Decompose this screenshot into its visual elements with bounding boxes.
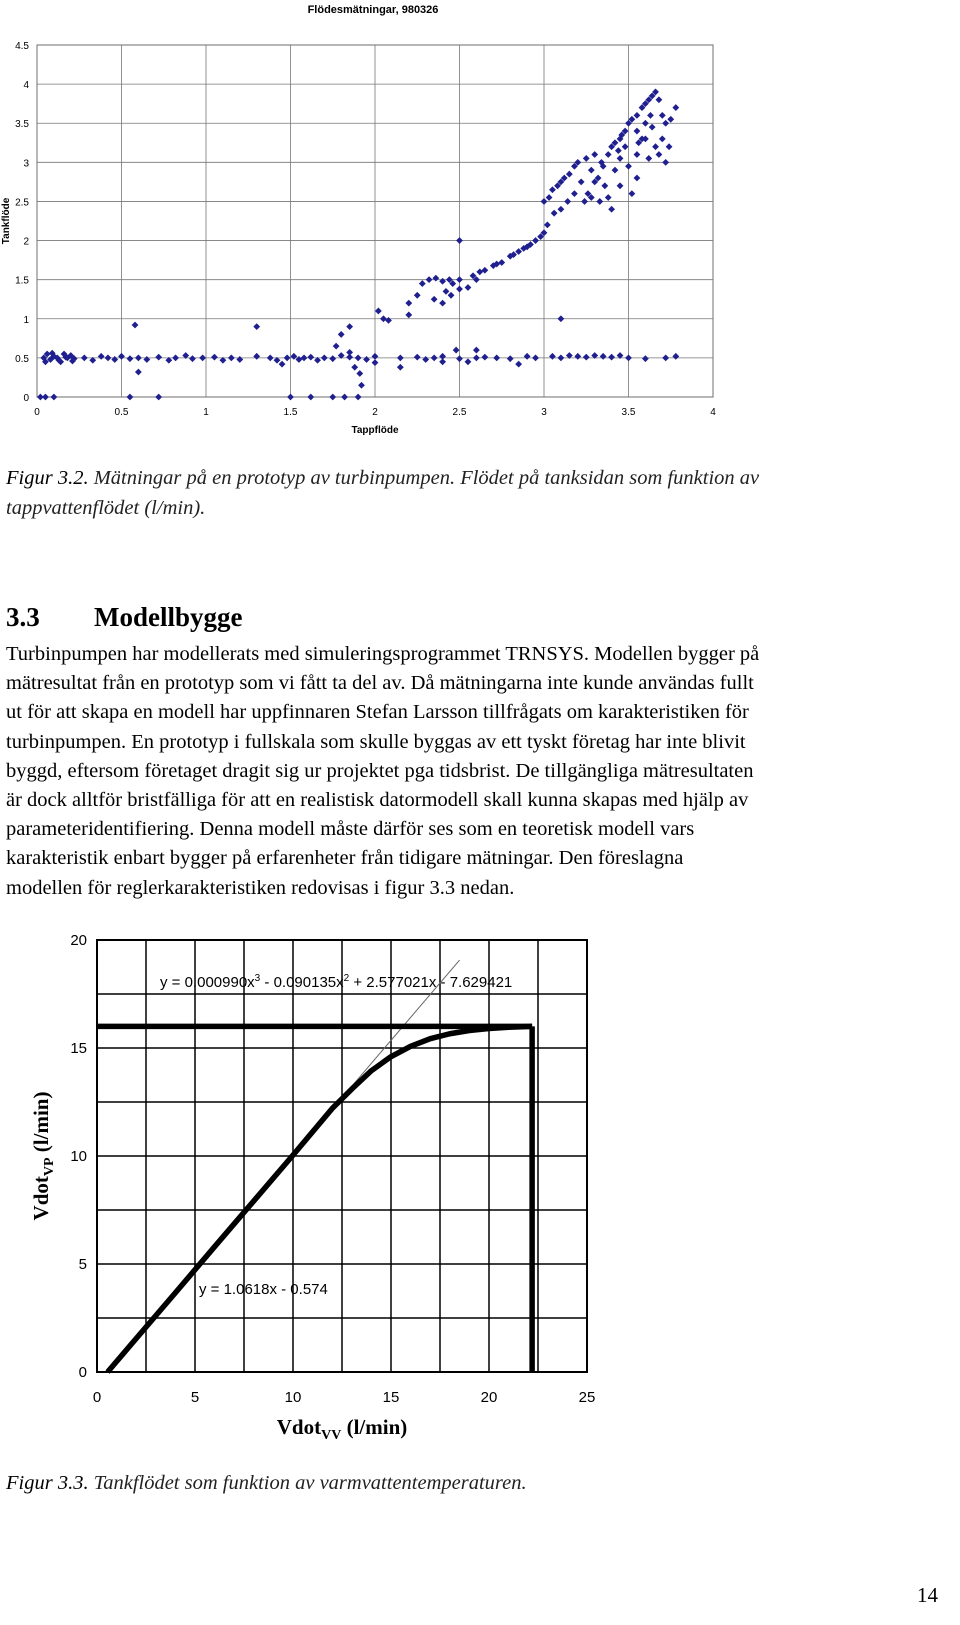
chart1-data-point (111, 356, 118, 363)
chart1-data-point (284, 354, 291, 361)
chart1-data-point (608, 206, 615, 213)
chart1-data-point (456, 276, 463, 283)
chart1-data-point (507, 355, 514, 362)
chart1-data-point (571, 190, 578, 197)
chart1-y-tick-label: 1.5 (15, 275, 29, 287)
chart1-data-point (363, 356, 370, 363)
chart2-y-tick-label: 10 (70, 1148, 87, 1165)
figure-3-2-caption (6, 463, 759, 523)
chart1-data-point (98, 353, 105, 360)
chart1-data-point (628, 190, 635, 197)
chart1-grid (37, 45, 713, 397)
chart1-data-point (456, 237, 463, 244)
chart1-data-point (515, 361, 522, 368)
chart1-data-point (228, 354, 235, 361)
chart1-data-point (583, 155, 590, 162)
chart1-data-point (307, 394, 314, 401)
chart1-data-point (541, 198, 548, 205)
chart2-x-tick-label: 25 (578, 1389, 596, 1406)
chart1-data-point (397, 364, 404, 371)
chart1-data-point (426, 276, 433, 283)
scatter-chart (0, 0, 740, 450)
chart2-x-tick-label: 20 (480, 1389, 498, 1406)
chart2-y-tick-label: 20 (70, 932, 87, 949)
chart1-data-point (346, 323, 353, 330)
chart1-data-point (211, 354, 218, 361)
chart1-data-point (551, 210, 558, 217)
chart1-data-point (652, 143, 659, 150)
chart1-title: Flödesmätningar, 980326 (307, 4, 439, 16)
chart1-data-point (617, 182, 624, 189)
chart1-data-point (532, 354, 539, 361)
chart1-data-point (448, 292, 455, 299)
chart2-y-tick-label: 15 (70, 1040, 87, 1057)
caption-text: Tankflödet som funktion av varmvattentemperaturen. (88, 1472, 527, 1494)
chart1-data-point (622, 143, 629, 150)
chart1-data-point (515, 248, 522, 255)
chart1-data-point (453, 347, 460, 354)
section-heading (6, 602, 243, 633)
chart1-data-point (375, 308, 382, 315)
chart1-data-point (647, 112, 654, 119)
chart1-y-ticks (15, 41, 29, 404)
chart1-data-point (135, 354, 142, 361)
chart1-data-point (127, 355, 134, 362)
chart1-data-point (532, 237, 539, 244)
chart1-data-point (645, 155, 652, 162)
chart1-data-point (296, 356, 303, 363)
body-line: är dock alltför bristfälliga för att en realistisk datormodell skall kunna skapas med hjälp av (6, 789, 749, 812)
chart1-data-point (546, 194, 553, 201)
chart1-data-point (199, 354, 206, 361)
body-line: ut för att skapa en modell har uppfinnaren Stefan Larsson tillfrågats om karakteristiken för (6, 701, 749, 724)
chart1-data-point (615, 147, 622, 154)
chart1-x-tick-label: 0 (34, 407, 40, 418)
chart1-data-point (642, 120, 649, 127)
chart1-data-point (253, 353, 260, 360)
chart1-x-tick-label: 2.5 (452, 407, 467, 418)
body-line: byggd, eftersom företaget dragit sig ur projektet pga tidsbrist. De tillgängliga mätresultaten (6, 759, 754, 782)
chart1-data-point (405, 300, 412, 307)
chart1-data-point (105, 354, 112, 361)
chart1-x-ticks (34, 407, 716, 418)
chart1-data-point (596, 198, 603, 205)
chart1-data-point (659, 135, 666, 142)
chart1-data-point (155, 394, 162, 401)
chart1-data-point (118, 353, 125, 360)
chart1-data-point (498, 259, 505, 266)
caption-number: Figur 3.2. (6, 467, 89, 489)
chart1-x-tick-label: 4 (710, 407, 716, 418)
chart1-data-point (132, 322, 139, 329)
chart1-data-point (419, 280, 426, 287)
chart1-data-point (649, 124, 656, 131)
chart1-data-point (439, 358, 446, 365)
chart1-data-point (358, 382, 365, 389)
chart1-data-point (380, 315, 387, 322)
chart1-y-tick-label: 0.5 (15, 353, 29, 365)
chart1-data-point (473, 347, 480, 354)
chart1-data-point (625, 354, 632, 361)
chart1-data-point (465, 358, 472, 365)
chart1-data-point (558, 315, 565, 322)
chart1-data-point (544, 222, 551, 229)
chart1-y-label: Tankflöde (1, 197, 12, 245)
chart1-data-point (574, 353, 581, 360)
chart1-data-point (481, 267, 488, 274)
chart1-data-point (51, 394, 58, 401)
cubic-equation-label: $y = 0.000990x^3 - 0.090135x^2 + 2.577021x - 7.629421$ (160, 973, 513, 991)
chart1-data-point (634, 128, 641, 135)
caption-text-line1: Mätningar på en prototyp av turbinpumpen. Flödet på tanksidan som funktion av (88, 467, 760, 489)
chart1-data-point (625, 163, 632, 170)
chart2-characteristic-line (108, 1026, 533, 1372)
chart1-data-point (372, 359, 379, 366)
chart1-data-point (385, 317, 392, 324)
chart1-data-point (656, 96, 663, 103)
chart1-y-tick-label: 4 (23, 80, 29, 92)
chart1-data-point (301, 354, 308, 361)
chart1-data-point (338, 331, 345, 338)
chart1-data-point (307, 354, 314, 361)
chart1-points (37, 89, 679, 401)
chart1-x-label: Tappflöde (351, 425, 399, 436)
caption-text-line2: tappvattenflödet (l/min). (6, 497, 206, 519)
chart1-data-point (356, 370, 363, 377)
chart1-data-point (583, 354, 590, 361)
chart1-data-point (612, 167, 619, 174)
chart1-data-point (524, 353, 531, 360)
chart1-data-point (659, 112, 666, 119)
chart1-data-point (662, 354, 669, 361)
chart1-y-tick-label: 1 (23, 314, 29, 326)
chart1-data-point (672, 104, 679, 111)
chart1-data-point (127, 394, 134, 401)
caption-number: Figur 3.3. (6, 1472, 89, 1494)
chart1-data-point (672, 353, 679, 360)
chart2-x-tick-label: 10 (284, 1389, 302, 1406)
section-title: Modellbygge (94, 602, 243, 632)
chart1-y-tick-label: 4.5 (15, 41, 29, 52)
chart1-data-point (634, 151, 641, 158)
chart1-data-point (321, 354, 328, 361)
chart1-data-point (566, 171, 573, 178)
chart2-x-ticks (93, 1389, 596, 1406)
chart1-data-point (431, 354, 438, 361)
chart1-data-point (443, 288, 450, 295)
body-line: parameteridentifiering. Denna modell måste därför ses som en teoretisk modell vars (6, 818, 695, 841)
chart1-data-point (346, 349, 353, 356)
chart1-data-point (591, 151, 598, 158)
chart2-y-tick-label: 0 (78, 1364, 87, 1381)
chart1-data-point (355, 394, 362, 401)
body-paragraph (6, 640, 946, 903)
chart1-data-point (634, 112, 641, 119)
chart1-data-point (135, 369, 142, 376)
chart1-data-point (662, 120, 669, 127)
chart1-data-point (279, 361, 286, 368)
chart1-data-point (558, 206, 565, 213)
chart1-data-point (601, 182, 608, 189)
page-number: 14 (917, 1583, 938, 1607)
chart1-data-point (605, 151, 612, 158)
chart2-x-label: Vdot$_{VV}$ (l/min) (276, 1415, 408, 1443)
chart2-y-ticks (70, 932, 87, 1381)
chart1-data-point (431, 296, 438, 303)
chart1-y-tick-label: 2.5 (15, 197, 29, 209)
chart1-x-tick-label: 0.5 (114, 407, 129, 418)
linear-equation-label: y = 1.0618x - 0.574 (199, 1281, 328, 1298)
chart1-data-point (656, 151, 663, 158)
body-line: modellen för reglerkarakteristiken redovisas i figur 3.3 nedan. (6, 876, 515, 899)
chart1-data-point (329, 394, 336, 401)
chart1-data-point (662, 159, 669, 166)
body-line: mätresultat från en prototyp som vi fått ta del av. Då mätningarna inte kunde användas fullt (6, 672, 754, 695)
chart1-data-point (236, 356, 243, 363)
chart1-x-tick-label: 3.5 (621, 407, 636, 418)
chart1-data-point (493, 354, 500, 361)
chart2-x-tick-label: 0 (92, 1389, 102, 1406)
chart1-data-point (476, 268, 483, 275)
chart1-data-point (42, 394, 49, 401)
chart1-data-point (287, 394, 294, 401)
chart1-y-tick-label: 2 (23, 236, 29, 248)
chart1-data-point (564, 198, 571, 205)
chart2-grid (97, 940, 587, 1372)
chart1-data-point (634, 175, 641, 182)
body-line: karakteristik enbart bygger på erfarenheter från tidigare mätningar. Den föreslagna (6, 847, 684, 870)
section-number: 3.3 (6, 602, 40, 632)
chart1-data-point (600, 353, 607, 360)
chart1-data-point (666, 143, 673, 150)
chart1-data-point (549, 353, 556, 360)
chart2-x-tick-label: 5 (190, 1389, 200, 1406)
chart1-data-point (456, 355, 463, 362)
figure-3-3-caption (6, 1468, 527, 1498)
chart1-data-point (172, 354, 179, 361)
chart1-y-tick-label: 3.5 (15, 119, 29, 131)
chart1-data-point (581, 198, 588, 205)
chart1-data-point (465, 284, 472, 291)
chart1-x-tick-label: 3 (541, 407, 547, 418)
chart1-data-point (432, 275, 439, 282)
body-line: Turbinpumpen har modellerats med simuleringsprogrammet TRNSYS. Modellen bygger på (6, 643, 760, 665)
chart1-data-point (617, 155, 624, 162)
chart1-data-point (473, 354, 480, 361)
chart1-data-point (372, 353, 379, 360)
chart1-data-point (143, 356, 150, 363)
chart2-y-tick-label: 5 (78, 1256, 87, 1273)
chart1-data-point (333, 343, 340, 350)
chart1-data-point (608, 354, 615, 361)
chart1-x-tick-label: 1 (203, 407, 209, 418)
chart1-data-point (439, 278, 446, 285)
chart1-data-point (667, 116, 674, 123)
chart1-data-point (578, 178, 585, 185)
chart1-data-point (253, 323, 260, 330)
chart1-data-point (341, 394, 348, 401)
chart1-data-point (329, 355, 336, 362)
chart1-data-point (155, 354, 162, 361)
chart1-data-point (549, 186, 556, 193)
chart1-data-point (397, 354, 404, 361)
chart1-data-point (605, 194, 612, 201)
chart2-x-tick-label: 15 (382, 1389, 400, 1406)
characteristic-chart (0, 920, 640, 1460)
chart1-y-tick-label: 0 (23, 393, 29, 404)
chart1-data-point (290, 353, 297, 360)
chart1-data-point (422, 356, 429, 363)
chart1-data-point (642, 355, 649, 362)
chart1-data-point (558, 354, 565, 361)
chart2-y-label: Vdot$_{VP}$ (l/min) (29, 1091, 57, 1221)
chart1-data-point (351, 364, 358, 371)
chart1-data-point (414, 292, 421, 299)
body-line: turbinpumpen. En prototyp i fullskala som skulle byggas av ett tyskt företag har inte blivit (6, 730, 746, 753)
chart1-data-point (481, 354, 488, 361)
chart2-lines (97, 960, 532, 1372)
chart1-data-point (355, 354, 362, 361)
chart1-data-point (414, 354, 421, 361)
chart1-y-tick-label: 3 (23, 158, 29, 170)
chart1-data-point (81, 354, 88, 361)
chart1-data-point (456, 286, 463, 293)
chart1-x-tick-label: 2 (372, 407, 378, 418)
chart1-data-point (588, 167, 595, 174)
chart1-data-point (267, 354, 274, 361)
chart1-x-tick-label: 1.5 (283, 407, 298, 418)
chart1-data-point (189, 355, 196, 362)
chart1-data-point (439, 300, 446, 307)
chart1-data-point (405, 311, 412, 318)
